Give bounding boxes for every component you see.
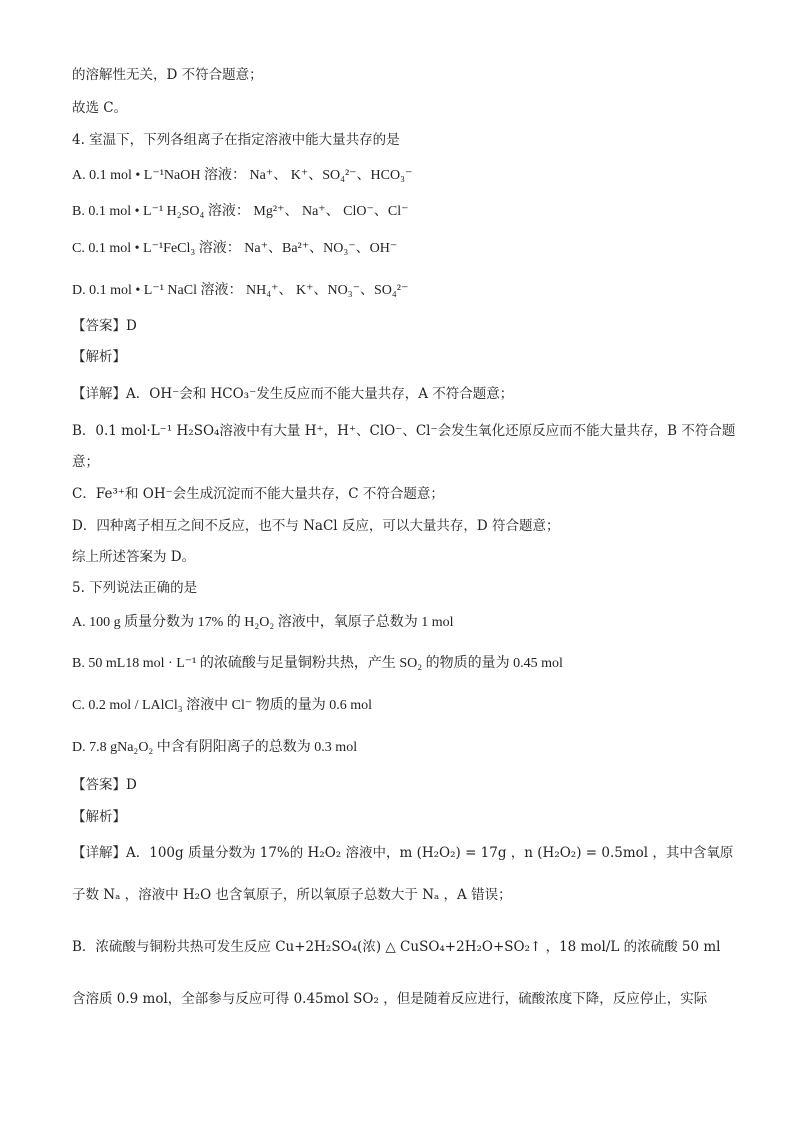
- explanation-line: 意；: [72, 454, 99, 470]
- explanation-line: B．0.1 mol·L⁻¹ H₂SO₄溶液中有大量 H⁺，H⁺、ClO⁻、Cl⁻会发生氧化还原反应而不能大量共存，B 不符合题: [72, 423, 736, 439]
- question-5-option-a: A. 100 g 质量分数为 17% 的 H₂O₂ 溶液中，氧原子总数为 1 mol: [72, 615, 454, 630]
- text-line: 的溶解性无关，D 不符合题意；: [72, 67, 263, 83]
- conclusion-line: 综上所述答案为 D。: [72, 549, 196, 565]
- explanation-line: D．四种离子相互之间不反应，也不与 NaCl 反应，可以大量共存，D 符合题意；: [72, 518, 560, 534]
- question-4-option-a: A. 0.1 mol • L⁻¹NaOH 溶液： Na⁺、 K⁺、SO₄²⁻、HCO₃⁻: [72, 168, 413, 183]
- explanation-line: B．浓硫酸与铜粉共热可发生反应 Cu+2H₂SO₄(浓) △ CuSO₄+2H₂O+SO₂↑ ，18 mol/L 的浓硫酸 50 ml: [72, 939, 721, 955]
- explanation-line: 【详解】A．100g 质量分数为 17%的 H₂O₂ 溶液中，m (H₂O₂) = 17g ，n (H₂O₂) = 0.5mol ，其中含氧原: [72, 845, 734, 861]
- question-5-option-b: B. 50 mL18 mol · L⁻¹ 的浓硫酸与足量铜粉共热，产生 SO₂ 的物质的量为 0.45 mol: [72, 656, 563, 671]
- question-4-option-c: C. 0.1 mol • L⁻¹FeCl₃ 溶液： Na⁺、Ba²⁺、NO₃⁻、OH⁻: [72, 241, 398, 256]
- explanation-line: C．Fe³⁺和 OH⁻会生成沉淀而不能大量共存，C 不符合题意；: [72, 486, 444, 502]
- answer-label: 【答案】D: [72, 777, 137, 793]
- question-4-option-b: B. 0.1 mol • L⁻¹ H₂SO₄ 溶液： Mg²⁺、 Na⁺、 ClO⁻、Cl⁻: [72, 204, 409, 219]
- question-5-option-d: D. 7.8 gNa₂O₂ 中含有阴阳离子的总数为 0.3 mol: [72, 740, 358, 755]
- explanation-line: 子数 Nₐ ，溶液中 H₂O 也含氧原子，所以氧原子总数大于 Nₐ ，A 错误；: [72, 887, 512, 903]
- question-5-option-c: C. 0.2 mol / LAlCl₃ 溶液中 Cl⁻ 物质的量为 0.6 mol: [72, 698, 373, 713]
- analysis-label: 【解析】: [72, 809, 126, 825]
- text-line: 故选 C。: [72, 100, 128, 116]
- answer-label: 【答案】D: [72, 318, 137, 334]
- analysis-label: 【解析】: [72, 349, 126, 365]
- question-4-option-d: D. 0.1 mol • L⁻¹ NaCl 溶液： NH₄⁺、 K⁺、NO₃⁻、SO₄²⁻: [72, 283, 409, 298]
- explanation-line: 含溶质 0.9 mol，全部参与反应可得 0.45mol SO₂ ，但是随着反应进行，硫酸浓度下降，反应停止，实际: [72, 991, 708, 1007]
- explanation-line: 【详解】A．OH⁻会和 HCO₃⁻发生反应而不能大量共存，A 不符合题意；: [72, 386, 514, 402]
- question-4-stem: 4. 室温下，下列各组离子在指定溶液中能大量共存的是: [72, 132, 400, 148]
- question-5-stem: 5. 下列说法正确的是: [72, 580, 198, 596]
